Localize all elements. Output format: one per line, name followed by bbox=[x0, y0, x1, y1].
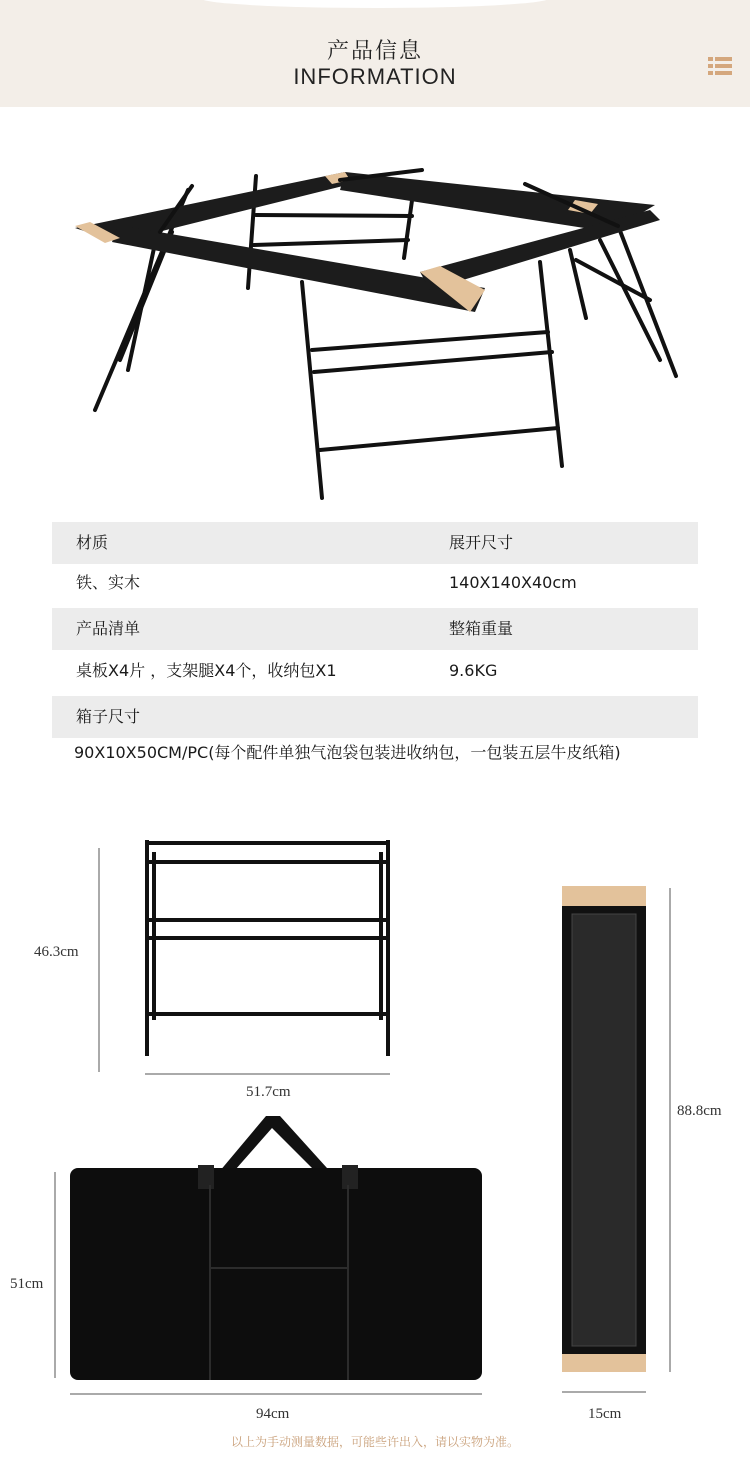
table-board-image bbox=[540, 880, 740, 1400]
box-size-label: 箱子尺寸 bbox=[76, 707, 141, 726]
list-menu-icon[interactable] bbox=[708, 55, 732, 77]
material-value: 铁、实木 bbox=[76, 573, 141, 592]
material-label: 材质 bbox=[76, 533, 109, 552]
spec-value-row-1 bbox=[52, 562, 698, 604]
page-title-en: INFORMATION bbox=[293, 64, 457, 89]
header-arc bbox=[200, 0, 550, 8]
package-list-label: 产品清单 bbox=[76, 619, 141, 638]
unfolded-size-label: 展开尺寸 bbox=[449, 533, 514, 552]
box-weight-value: 9.6KG bbox=[449, 661, 498, 680]
measurement-footnote: 以上为手动测量数据，可能些许出入，请以实物为准。 bbox=[230, 1435, 519, 1449]
page-title-cn: 产品信息 bbox=[326, 39, 423, 64]
bag-height-label: 51cm bbox=[10, 1276, 44, 1292]
board-width-label: 15cm bbox=[588, 1406, 622, 1422]
box-weight-label: 整箱重量 bbox=[449, 619, 514, 638]
board-length-label: 88.8cm bbox=[677, 1103, 722, 1119]
package-list-value: 桌板X4片 ，支架腿X4个，收纳包X1 bbox=[76, 661, 337, 680]
page-header bbox=[0, 0, 750, 107]
box-size-value: 90X10X50CM/PC(每个配件单独气泡袋包装进收纳包，一包装五层牛皮纸箱) bbox=[74, 743, 621, 762]
unfolded-size-value: 140X140X40cm bbox=[449, 573, 577, 592]
spec-header-row-3 bbox=[52, 696, 698, 738]
spec-header-row-1 bbox=[52, 522, 698, 564]
bag-width-label: 94cm bbox=[256, 1406, 290, 1422]
storage-bag-image bbox=[0, 1105, 500, 1405]
leg-width-label: 51.7cm bbox=[246, 1084, 291, 1100]
spec-header-row-2 bbox=[52, 608, 698, 650]
spec-value-row-2 bbox=[52, 650, 698, 692]
leg-height-label: 46.3cm bbox=[34, 944, 79, 960]
assembled-table-image bbox=[0, 150, 750, 510]
